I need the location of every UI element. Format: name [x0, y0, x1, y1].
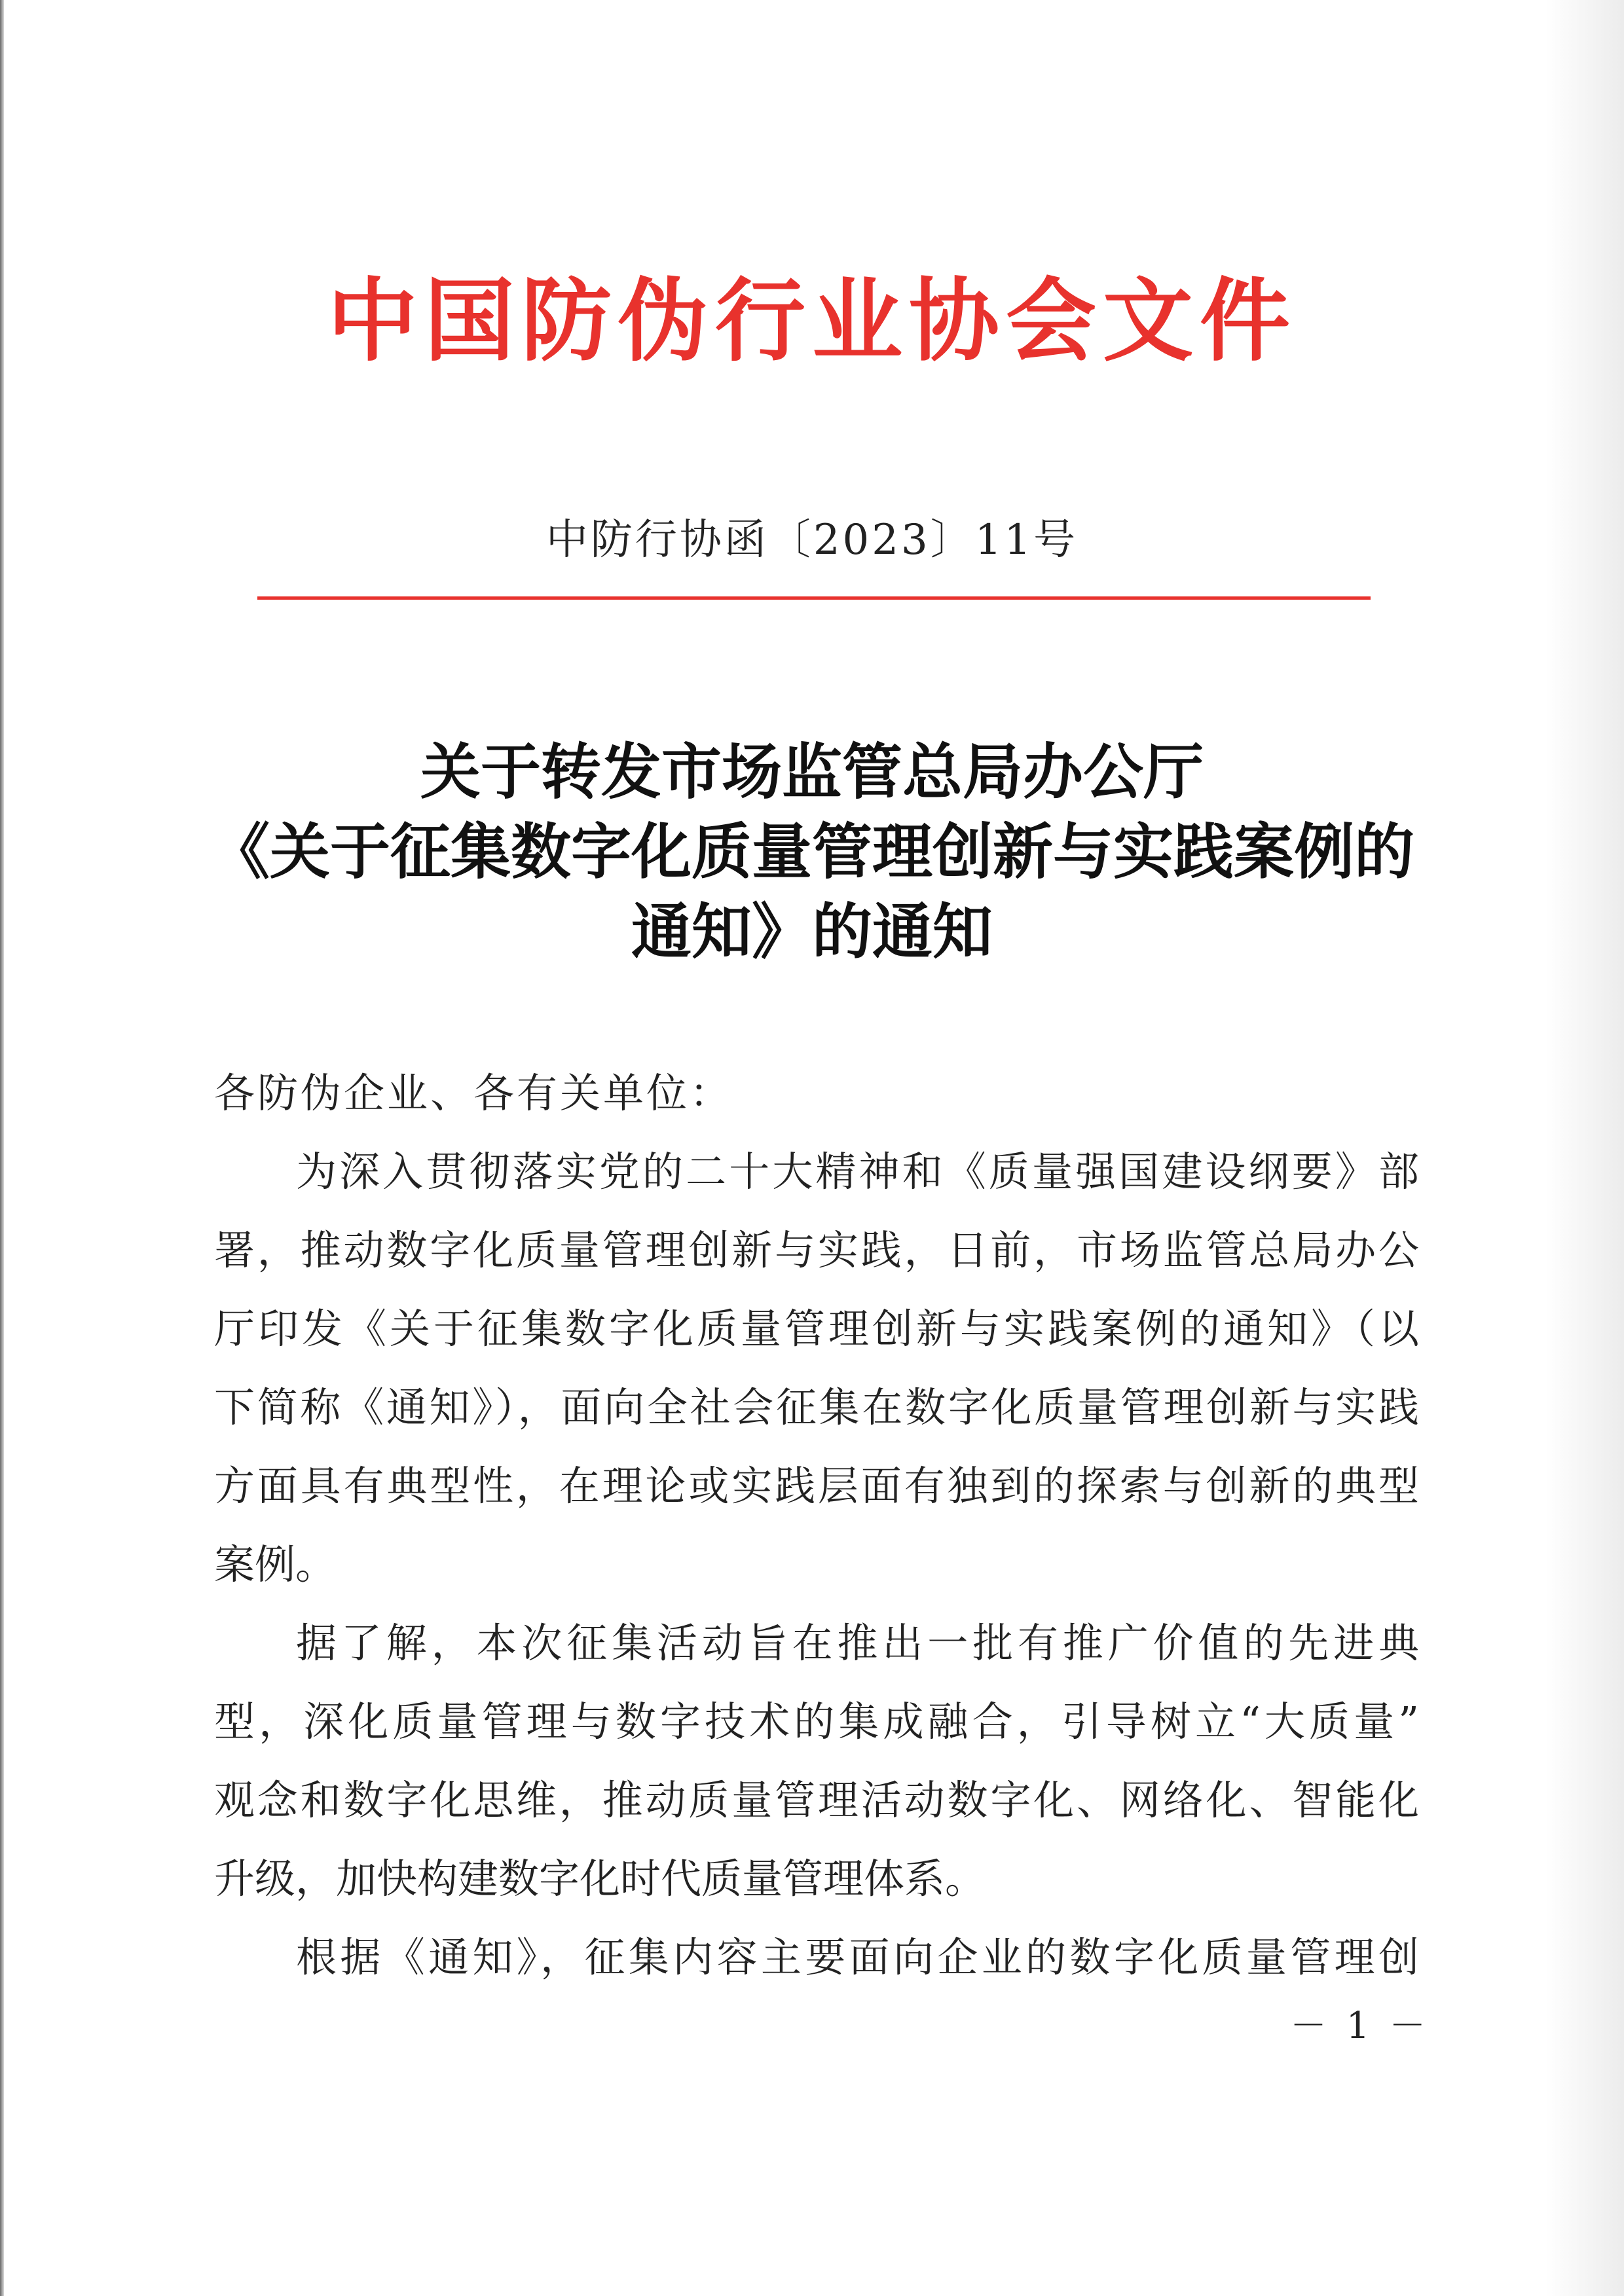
body-line: 观念和数字化思维，推动质量管理活动数字化、网络化、智能化: [214, 1776, 1419, 1824]
title-line-2: 《关于征集数字化质量管理创新与实践案例的: [209, 816, 1414, 887]
body-line: 方面具有典型性，在理论或实践层面有独到的探索与创新的典型: [214, 1462, 1419, 1510]
body-line: 为深入贯彻落实党的二十大精神和《质量强国建设纲要》部: [296, 1148, 1419, 1195]
org-header-title: 中国防伪行业协会文件: [327, 267, 1297, 374]
body-line: 下简称《通知》），面向全社会征集在数字化质量管理创新与实践: [214, 1383, 1419, 1431]
salutation: 各防伪企业、各有关单位：: [214, 1069, 733, 1117]
body-line: 厅印发《关于征集数字化质量管理创新与实践案例的通知》（以: [214, 1305, 1419, 1353]
body-line: 署，推动数字化质量管理创新与实践，日前，市场监管总局办公: [214, 1226, 1419, 1274]
body-line: 据了解，本次征集活动旨在推出一批有推广价值的先进典: [296, 1619, 1419, 1667]
body-line: 升级，加快构建数字化时代质量管理体系。: [214, 1855, 986, 1903]
title-line-1: 关于转发市场监管总局办公厅: [420, 737, 1204, 807]
red-divider-line: [257, 596, 1371, 600]
document-title: [177, 732, 1447, 972]
body-line: 根据《通知》，征集内容主要面向企业的数字化质量管理创: [296, 1933, 1419, 1981]
document-number: 中防行协函〔2023〕11号: [545, 516, 1079, 564]
body-line: 型，深化质量管理与数字技术的集成融合，引导树立“大质量”: [214, 1698, 1419, 1745]
body-line: 案例。: [214, 1540, 337, 1588]
title-line-3: 通知》的通知: [631, 896, 993, 967]
page-number: － 1 －: [1290, 2005, 1430, 2047]
